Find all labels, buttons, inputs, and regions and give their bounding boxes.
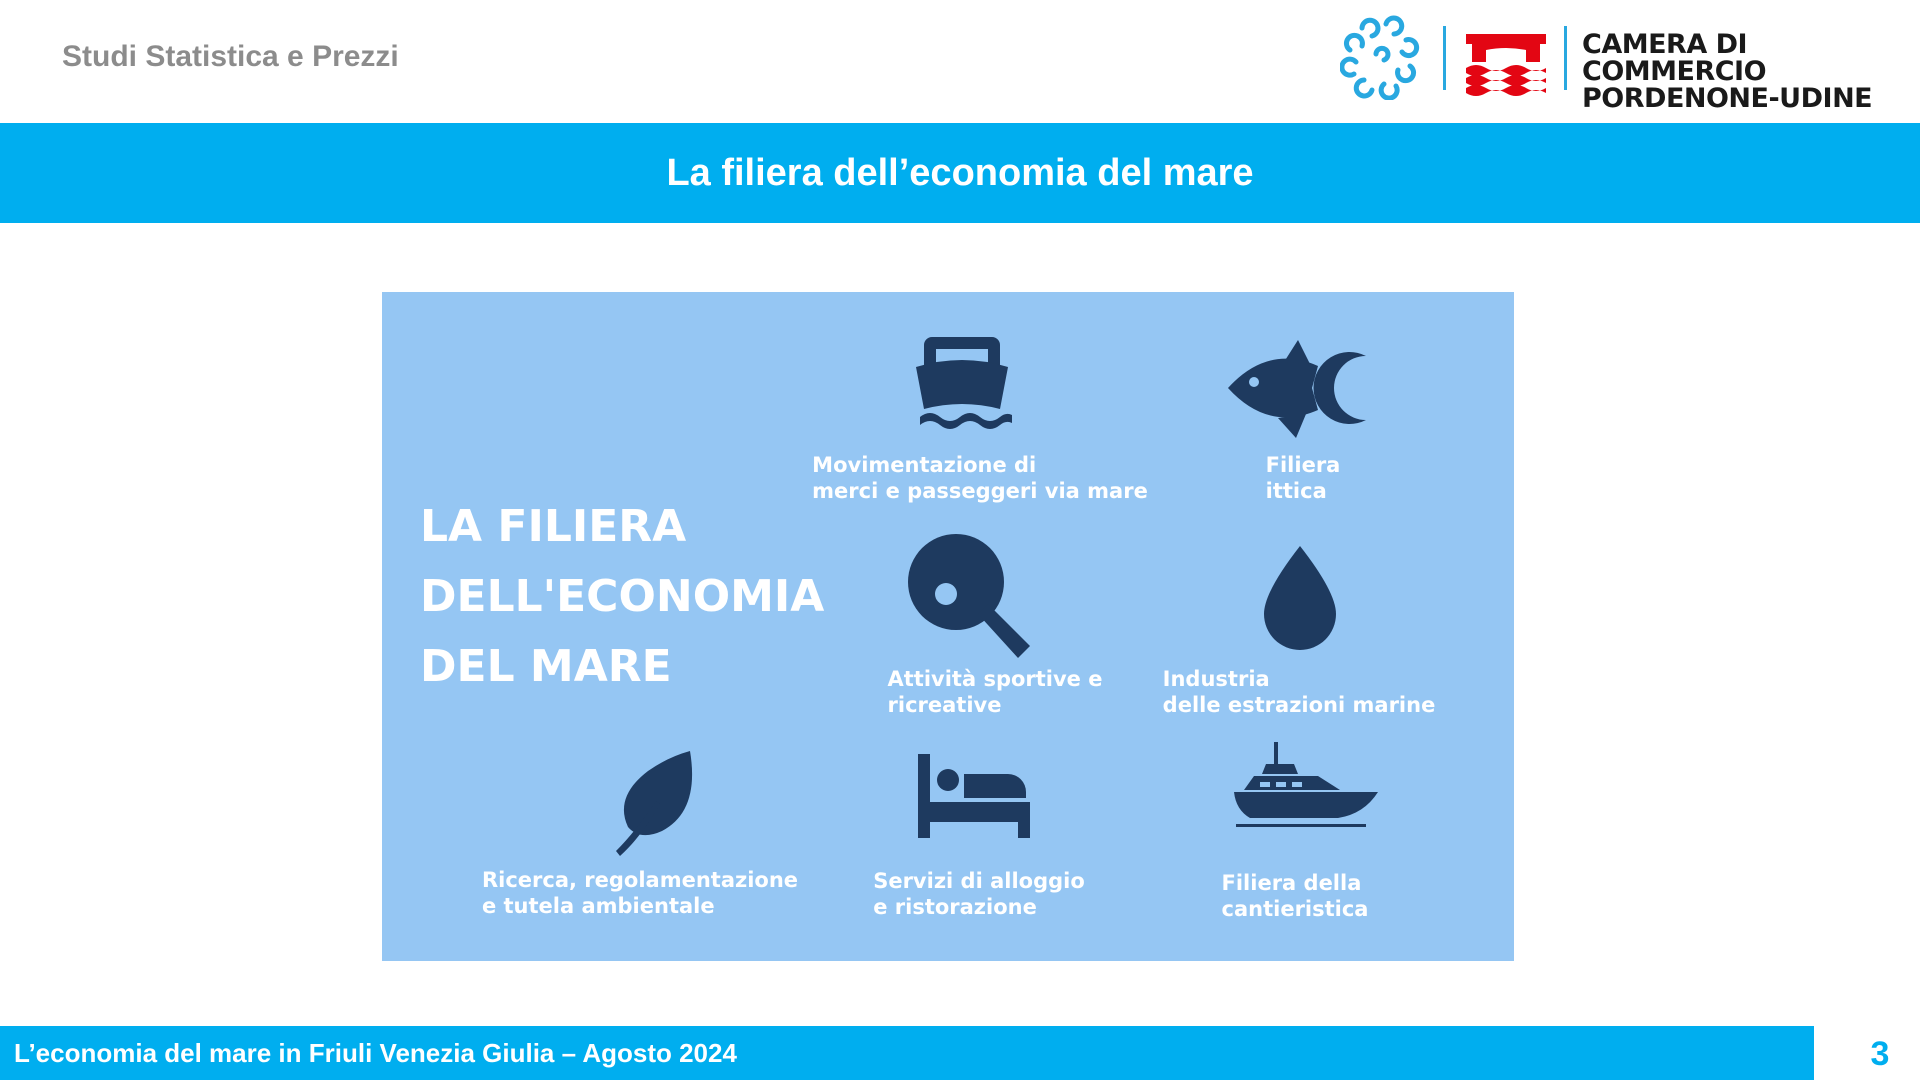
heading-line-3: DEL MARE xyxy=(420,641,672,692)
bed-icon xyxy=(914,750,1034,840)
item-label-cantieristica: Filiera della cantieristica xyxy=(1221,871,1369,921)
title-bar xyxy=(0,123,1920,223)
logo-divider xyxy=(1564,26,1567,90)
water-drop-icon xyxy=(1260,542,1340,652)
region-swirl-logo-icon xyxy=(1340,14,1424,100)
item-label-filiera-ittica: Filiera ittica xyxy=(1265,453,1341,503)
page-number: 3 xyxy=(1870,1035,1890,1073)
ping-pong-paddle-icon xyxy=(904,530,1044,660)
logo-line-1: CAMERA DI COMMERCIO xyxy=(1582,29,1767,87)
fish-icon xyxy=(1224,334,1374,444)
item-label-servizi-alloggio: Servizi di alloggio e ristorazione xyxy=(873,869,1085,919)
yacht-icon xyxy=(1230,740,1380,830)
leaf-icon xyxy=(610,747,700,857)
footer-text: L’economia del mare in Friuli Venezia Giulia – Agosto 2024 xyxy=(14,1037,737,1068)
chamber-emblem-icon xyxy=(1464,30,1548,96)
infographic-heading xyxy=(420,492,824,702)
section-label: Studi Statistica e Prezzi xyxy=(62,40,399,73)
footer-bar xyxy=(0,1026,1814,1080)
economia-mare-infographic xyxy=(382,292,1514,961)
logo-wordmark xyxy=(1582,31,1900,112)
item-label-movimentazione: Movimentazione di merci e passeggeri via mare xyxy=(812,453,1148,503)
page-title: La filiera dell’economia del mare xyxy=(666,151,1254,194)
heading-line-1: LA FILIERA xyxy=(420,501,687,552)
item-label-industria-estrazioni: Industria delle estrazioni marine xyxy=(1162,667,1436,717)
logo-line-2: PORDENONE-UDINE xyxy=(1582,83,1873,114)
camera-di-commercio-logo xyxy=(1340,14,1900,114)
item-label-attivita-sportive: Attività sportive e ricreative xyxy=(887,667,1103,717)
heading-line-2: DELL'ECONOMIA xyxy=(420,571,825,622)
item-label-ricerca: Ricerca, regolamentazione e tutela ambientale xyxy=(481,868,799,918)
logo-divider xyxy=(1443,26,1446,90)
ship-icon xyxy=(902,327,1022,447)
